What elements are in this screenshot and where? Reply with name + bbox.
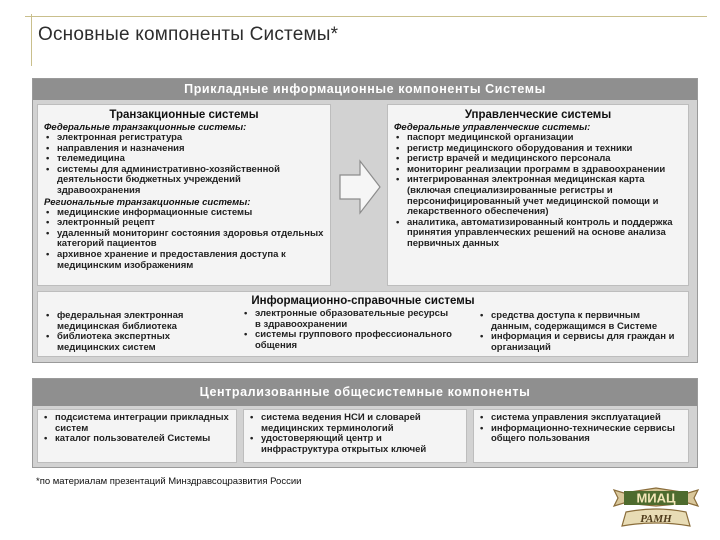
footnote: *по материалам презентаций Минздравсоцразвития России [36, 476, 302, 487]
list-item: • системы группового профессионального общения [242, 330, 452, 351]
list-item: • архивное хранение и предоставления доступа к медицинским изображениям [44, 250, 324, 271]
list-item: • аналитика, автоматизированный контроль и поддержка принятия управленческих решений на основе анализа первичных данных [394, 218, 682, 250]
list-item: • телемедицина [44, 154, 324, 165]
list-item: • паспорт медицинской организации [394, 133, 682, 144]
list-item: • федеральная электронная медицинская библиотека [44, 311, 234, 332]
list-item: • система ведения НСИ и словарей медицинских терминологий [248, 413, 462, 434]
transactional-title: Транзакционные системы [109, 109, 259, 121]
management-systems-box [387, 104, 689, 286]
list-item: • медицинские информационные системы [44, 208, 324, 219]
list-item: • регистр врачей и медицинского персонала [394, 154, 682, 165]
management-list [394, 133, 682, 250]
centralized-components-header: Централизованные общесистемные компоненты [33, 379, 697, 406]
list-item: • направления и назначения [44, 144, 324, 155]
reference-col-1 [44, 311, 234, 353]
reference-col-2 [242, 309, 452, 351]
list-item: • подсистема интеграции прикладных систем [42, 413, 232, 434]
federal-transactional-list [44, 133, 324, 197]
list-item: • системы для административно-хозяйственной деятельности бюджетных учреждений здравоохранения [44, 165, 324, 197]
list-item: • библиотека экспертных медицинских систем [44, 332, 234, 353]
applied-components-panel [32, 78, 698, 363]
reference-systems-box [37, 291, 689, 357]
list-item: • регистр медицинского оборудования и техники [394, 144, 682, 155]
logo-top-text: МИАЦ [636, 490, 676, 506]
list-item: • информационно-технические сервисы общего пользования [478, 424, 684, 445]
list-item: • электронный рецепт [44, 218, 324, 229]
title-rule-vertical [31, 14, 32, 66]
centralized-col-2-list [248, 413, 462, 455]
list-item: • средства доступа к первичным данным, содержащимся в Системе [478, 311, 683, 332]
list-item: • мониторинг реализации программ в здравоохранении [394, 165, 682, 176]
regional-transactional-list [44, 208, 324, 272]
title-rule-horizontal [25, 16, 707, 17]
management-title: Управленческие системы [464, 109, 612, 121]
applied-components-header: Прикладные информационные компоненты Системы [33, 79, 697, 100]
miac-logo [610, 484, 702, 532]
logo-bottom-text: РАМН [640, 513, 672, 525]
federal-management-label: Федеральные управленческие системы: [394, 122, 591, 133]
regional-transactional-label: Региональные транзакционные системы: [44, 196, 251, 208]
centralized-col-3-box [473, 409, 689, 463]
list-item: • электронная регистратура [44, 133, 324, 144]
reference-title: Информационно-справочные системы [251, 295, 475, 307]
list-item: • интегрированная электронная медицинская карта (включая специализированные регистры и персонифицированный учет медицинской помощи и лекарственного обеспечения) [394, 175, 682, 217]
centralized-components-panel [32, 378, 698, 468]
list-item: • система управления эксплуатацией [478, 413, 684, 424]
list-item: • информация и сервисы для граждан и организаций [478, 332, 683, 353]
centralized-col-1-list [42, 413, 232, 445]
page-title: Основные компоненты Системы* [38, 24, 339, 45]
list-item: • электронные образовательные ресурсы в здравоохранении [242, 309, 452, 330]
federal-transactional-label: Федеральные транзакционные системы: [44, 122, 247, 133]
centralized-col-3-list [478, 413, 684, 445]
centralized-col-1-box [37, 409, 237, 463]
transactional-systems-box [37, 104, 331, 286]
centralized-col-2-box [243, 409, 467, 463]
reference-col-3 [478, 311, 683, 353]
list-item: • удаленный мониторинг состояния здоровья отдельных категорий пациентов [44, 229, 324, 250]
arrow-right-icon [338, 159, 382, 215]
list-item: • каталог пользователей Системы [42, 434, 232, 445]
list-item: • удостоверяющий центр и инфраструктура открытых ключей [248, 434, 462, 455]
